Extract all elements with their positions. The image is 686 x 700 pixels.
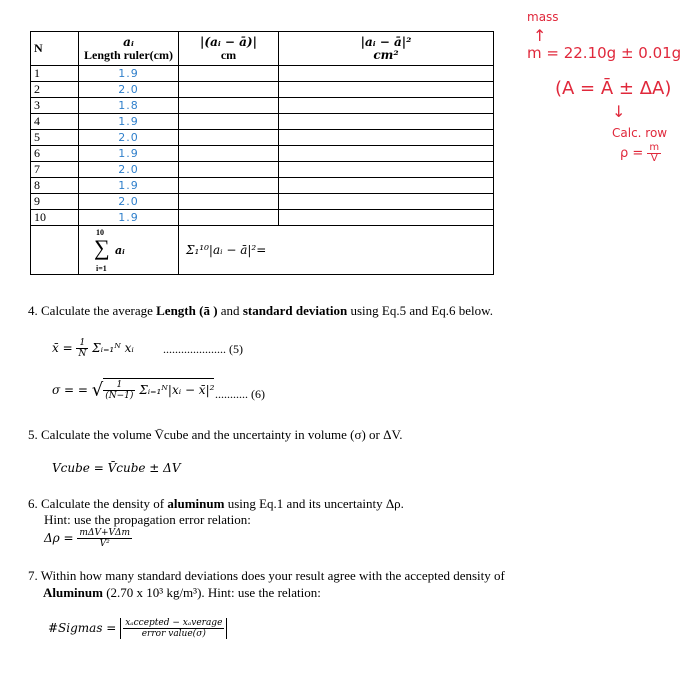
sq-dev-cell	[279, 162, 494, 178]
abs-dev-cell	[179, 82, 279, 98]
table-row	[31, 82, 494, 98]
arrow-up-icon: ↑	[533, 26, 547, 45]
table-row	[31, 178, 494, 194]
header-sq-dev-symbol: |aᵢ − ā|²	[360, 34, 412, 49]
q7-eq-lhs: #Sigmas =	[48, 621, 117, 635]
sq-dev-cell	[279, 66, 494, 82]
eq5-number: ..................... (5)	[163, 342, 243, 356]
row-index: 5	[31, 130, 79, 146]
abs-dev-cell	[179, 210, 279, 226]
table-header-row	[31, 32, 494, 66]
length-value: 2.0	[79, 162, 179, 178]
sum-ai-cell	[79, 226, 179, 275]
sq-dev-cell	[279, 114, 494, 130]
length-value: 1.9	[79, 66, 179, 82]
sq-dev-cell	[279, 194, 494, 210]
eq6-lhs: σ = =	[52, 383, 88, 397]
sum-lower-limit: i=1	[96, 264, 107, 273]
sq-dev-cell	[279, 130, 494, 146]
table-row	[31, 114, 494, 130]
q6-eq-lhs: Δρ =	[44, 531, 74, 545]
sum-row	[31, 226, 494, 275]
abs-dev-cell	[179, 194, 279, 210]
table-row	[31, 146, 494, 162]
abs-dev-cell	[179, 98, 279, 114]
header-ai-unit: Length ruler(cm)	[84, 47, 173, 62]
q4-length-bold: Length (ā )	[156, 303, 218, 318]
sqrt-icon: √	[91, 379, 104, 401]
header-ai-symbol: aᵢ	[123, 34, 134, 49]
q7-line2: Aluminum (2.70 x 10³ kg/m³). Hint: use the relation:	[43, 585, 321, 600]
sum-sq-label: Σ₁¹⁰|aᵢ − ā|²=	[186, 242, 267, 257]
table-row	[31, 162, 494, 178]
header-abs-dev-unit: cm	[220, 47, 237, 62]
eq5-den: N	[78, 349, 87, 359]
density-numerator: m	[649, 142, 660, 153]
length-value: 2.0	[79, 82, 179, 98]
table-row	[31, 66, 494, 82]
q6-equation	[44, 528, 132, 549]
row-index: 7	[31, 162, 79, 178]
eq5-num: 1	[76, 338, 88, 349]
sum-upper-limit: 10	[96, 228, 104, 237]
row-index: 3	[31, 98, 79, 114]
eq5-lhs: x̄ =	[52, 341, 73, 355]
q6-text: 6. Calculate the density of aluminum using Eq.1 and its uncertainty Δρ.	[28, 496, 404, 511]
eq6-den: (N−1)	[105, 391, 134, 401]
q4-sd-bold: standard deviation	[242, 303, 348, 318]
row-index: 8	[31, 178, 79, 194]
table-row	[31, 98, 494, 114]
q5-text: 5. Calculate the volume V̄cube and the uncertainty in volume (σ) or ΔV.	[28, 427, 403, 442]
q5-equation: Vcube = V̄cube ± ΔV	[52, 461, 181, 475]
header-abs-dev	[179, 32, 279, 66]
eq6-sum: Σᵢ₌₁ᴺ|xᵢ − x̄|²	[139, 383, 215, 397]
sum-sq-cell	[179, 226, 494, 275]
eq6-num: 1	[103, 380, 135, 391]
sum-term: aᵢ	[115, 244, 125, 257]
header-n: N	[31, 32, 79, 66]
q6-eq-den: V²	[99, 539, 110, 549]
q6-hint: Hint: use the propagation error relation:	[44, 512, 251, 527]
uncertainty-format: (A = Ā ± ΔA)	[555, 78, 672, 99]
table-row	[31, 210, 494, 226]
abs-dev-cell	[179, 162, 279, 178]
abs-dev-cell	[179, 146, 279, 162]
header-abs-dev-symbol: |(aᵢ − ā)|	[200, 34, 257, 49]
table-row	[31, 130, 494, 146]
sq-dev-cell	[279, 82, 494, 98]
abs-dev-cell	[179, 114, 279, 130]
sum-empty-cell	[31, 226, 79, 275]
length-value: 1.8	[79, 98, 179, 114]
arrow-down-icon: ↓	[612, 102, 626, 121]
sq-dev-cell	[279, 210, 494, 226]
q7-eq-num: xₐccepted − xₐverage	[125, 618, 223, 628]
row-index: 2	[31, 82, 79, 98]
header-sq-dev	[279, 32, 494, 66]
length-value: 1.9	[79, 146, 179, 162]
abs-dev-cell	[179, 130, 279, 146]
measurement-table	[30, 31, 494, 275]
mass-value: m = 22.10g ± 0.01g	[527, 44, 682, 62]
sq-dev-cell	[279, 98, 494, 114]
eq6-number: ........... (6)	[215, 387, 265, 401]
abs-dev-cell	[179, 178, 279, 194]
header-length	[79, 32, 179, 66]
eq6-formula	[52, 378, 214, 401]
table-row	[31, 194, 494, 210]
row-index: 6	[31, 146, 79, 162]
length-value: 1.9	[79, 114, 179, 130]
density-formula	[620, 143, 661, 164]
q6-eq-num: mΔV+VΔm	[79, 528, 131, 538]
q7-eq-den: error value(σ)	[141, 629, 206, 639]
q4-text: 4. Calculate the average Length (ā ) and standard deviation using Eq.5 and Eq.6 below.	[28, 303, 493, 318]
sq-dev-cell	[279, 146, 494, 162]
header-sq-dev-unit: cm²	[373, 47, 399, 62]
length-value: 2.0	[79, 194, 179, 210]
density-lhs: ρ =	[620, 146, 644, 161]
row-index: 4	[31, 114, 79, 130]
calc-row-note: Calc. row	[612, 126, 668, 140]
length-value: 2.0	[79, 130, 179, 146]
density-denominator: V	[650, 153, 658, 164]
q7-line1: 7. Within how many standard deviations does your result agree with the accepted density of	[28, 568, 505, 583]
row-index: 1	[31, 66, 79, 82]
length-value: 1.9	[79, 178, 179, 194]
sum-sigma-glyph: ∑	[94, 235, 110, 260]
eq5-formula	[52, 338, 134, 359]
abs-dev-cell	[179, 66, 279, 82]
q6-aluminum-bold: aluminum	[167, 496, 225, 511]
q7-equation	[48, 618, 227, 639]
row-index: 10	[31, 210, 79, 226]
mass-label: mass	[527, 10, 559, 24]
q7-aluminum-bold: Aluminum	[43, 585, 103, 600]
eq5-sum: Σᵢ₌₁ᴺ xᵢ	[92, 341, 134, 355]
sq-dev-cell	[279, 178, 494, 194]
row-index: 9	[31, 194, 79, 210]
length-value: 1.9	[79, 210, 179, 226]
